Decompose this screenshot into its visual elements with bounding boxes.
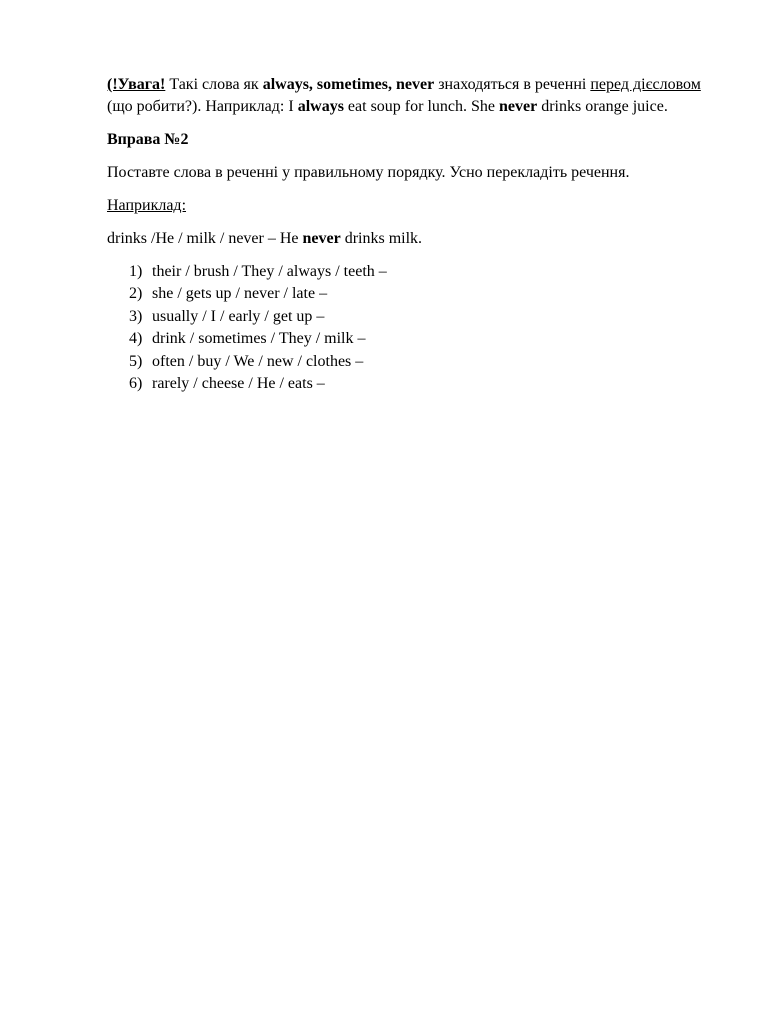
document-page	[107, 74, 717, 395]
task-item	[107, 306, 717, 328]
task-text: often / buy / We / new / clothes –	[152, 352, 364, 370]
task-number: 6)	[129, 375, 143, 393]
example-label: Наприклад:	[107, 197, 187, 214]
task-number: 1)	[129, 263, 143, 280]
task-text: rarely / cheese / He / eats –	[152, 375, 325, 393]
task-item	[107, 351, 717, 373]
task-text: she / gets up / never / late –	[152, 285, 328, 303]
note-text-3: (що робити?). Наприклад: I	[107, 98, 298, 115]
example-sentence	[107, 228, 717, 250]
note-text-1: Такі слова як	[165, 76, 263, 93]
note-example-keyword-never: never	[499, 98, 538, 115]
task-number: 4)	[129, 330, 143, 348]
task-number: 5)	[129, 352, 143, 370]
note-paragraph	[107, 74, 717, 118]
task-list	[107, 261, 717, 395]
exercise-instruction: Поставте слова в реченні у правильному порядку. Усно перекладіть речення.	[107, 164, 630, 181]
note-keywords: always, sometimes, never	[262, 76, 435, 93]
task-item	[107, 283, 717, 305]
note-text-5: drinks orange juice.	[537, 98, 668, 115]
exercise-heading: Вправа №2	[107, 131, 189, 148]
task-text: drink / sometimes / They / milk –	[152, 330, 366, 348]
note-text-4: eat soup for lunch. She	[343, 98, 499, 115]
example-keyword: never	[302, 230, 341, 247]
task-text: usually / I / early / get up –	[152, 307, 325, 325]
task-item	[107, 328, 717, 350]
warning-label: (!Увага!	[107, 76, 166, 93]
task-item	[107, 373, 717, 395]
note-text-2: знаходяться в реченні	[434, 76, 591, 93]
note-underlined: перед дієсловом	[590, 76, 701, 93]
example-prompt: drinks /He / milk / never – He	[107, 230, 303, 247]
note-example-keyword-always: always	[297, 98, 344, 115]
example-rest: drinks milk.	[340, 230, 423, 247]
task-text: their / brush / They / always / teeth –	[152, 263, 387, 280]
task-item	[107, 261, 717, 283]
task-number: 3)	[129, 307, 143, 325]
task-number: 2)	[129, 285, 143, 303]
